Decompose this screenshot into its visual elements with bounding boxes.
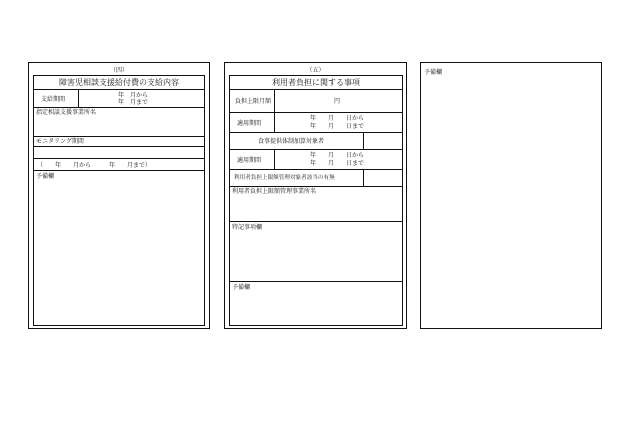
meal-addition-row: [230, 133, 402, 150]
payment-period-from: 年 月から: [118, 92, 149, 99]
table-title: 障害児相談支援給付費の支給内容: [59, 78, 179, 87]
payment-period-to: 年 月まで: [118, 99, 149, 106]
apply-period-to: 年 月 日まで: [310, 123, 365, 130]
apply-period2-row: [230, 150, 402, 170]
special-notes-row: [230, 222, 402, 282]
reserve-row: [230, 282, 402, 325]
benefit-content-table: [33, 75, 205, 326]
apply-period2-label: 適用期間: [237, 157, 262, 164]
payment-period-label: 支給期間: [41, 96, 66, 103]
monitoring-label: モニタリング期間: [36, 138, 84, 145]
designated-provider-label: 指定相談支援事業所名: [36, 109, 97, 116]
cap-mgmt-provider-row: [230, 187, 402, 222]
monitoring-range-row: [34, 159, 204, 171]
apply-period-label: 適用期間: [237, 120, 262, 127]
table-title-row: [230, 76, 402, 90]
special-notes-label: 特記事項欄: [232, 224, 263, 231]
reserve-label: 予備欄: [424, 69, 443, 76]
apply-period2-to: 年 月 日まで: [310, 160, 365, 167]
monthly-cap-label: 負担上限月額: [235, 98, 272, 105]
apply-period-row: [230, 113, 402, 133]
cap-mgmt-provider-label: 利用者負担上限額管理事業所名: [232, 188, 317, 195]
page-number: （四）: [109, 67, 128, 74]
page-number: （五）: [306, 67, 325, 74]
apply-period2-from: 年 月 日から: [310, 152, 365, 159]
monthly-cap-unit: 円: [334, 98, 341, 105]
cap-mgmt-target-row: [230, 170, 402, 187]
monitoring-label-row: [34, 137, 204, 147]
reserve-label: 予備欄: [232, 284, 251, 291]
page-six: [420, 62, 602, 329]
reserve-label: 予備欄: [36, 173, 55, 180]
monthly-cap-row: [230, 90, 402, 113]
cap-mgmt-target-label: 利用者負担上限額管理対象者該当の有無: [234, 175, 335, 181]
table-title: 利用者負担に関する事項: [272, 78, 360, 87]
designated-provider-row: [34, 108, 204, 137]
apply-period-from: 年 月 日から: [310, 115, 365, 122]
user-burden-table: [229, 75, 403, 326]
reserve-row: [34, 171, 204, 325]
meal-addition-label: 食事提供体制加算対象者: [258, 138, 325, 145]
monitoring-range: （ 年 月から 年 月まで）: [37, 162, 152, 169]
monitoring-blank-row: [34, 147, 204, 159]
page-five: [224, 62, 407, 329]
page-four: [28, 62, 210, 329]
table-title-row: [34, 76, 204, 90]
payment-period-row: [34, 90, 204, 108]
